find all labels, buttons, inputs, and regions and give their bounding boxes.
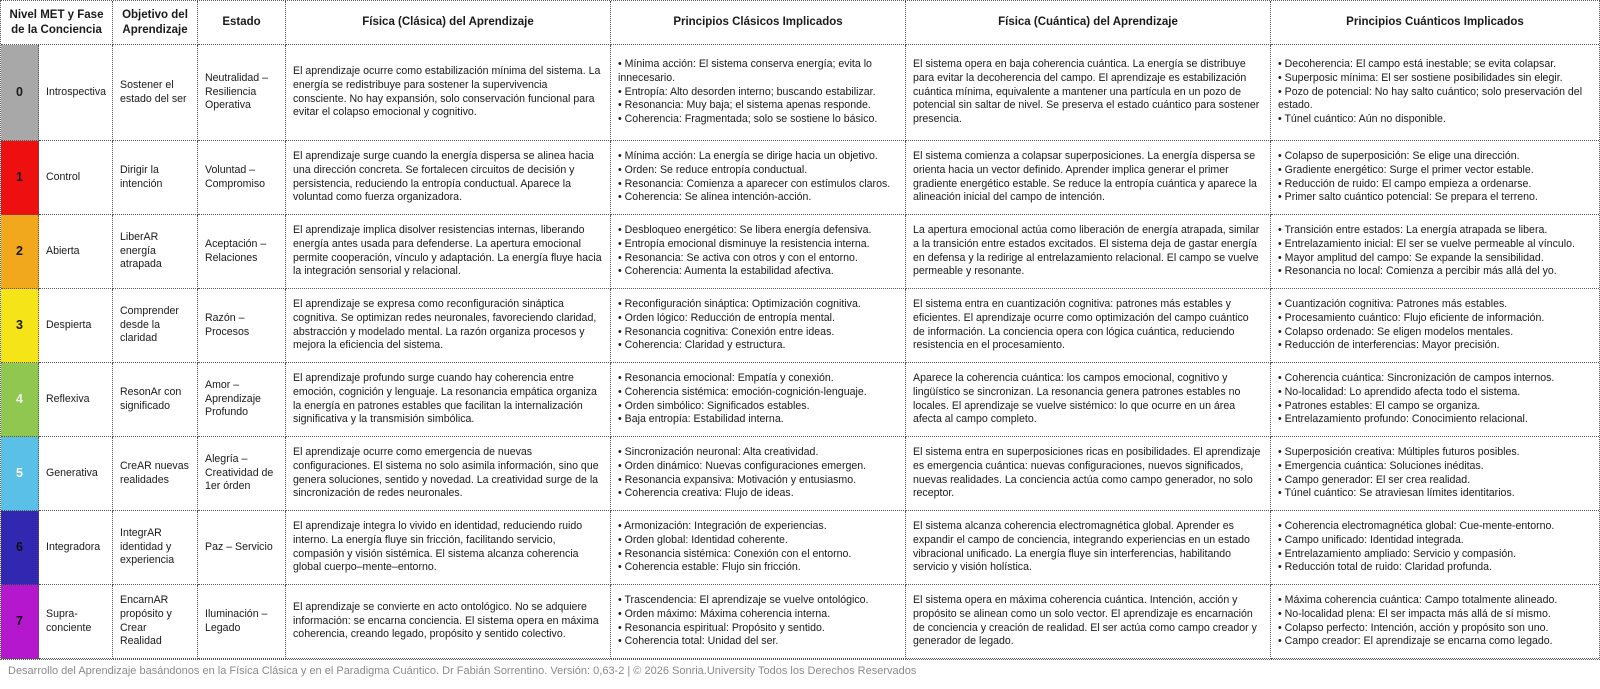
principle-bullet: • Coherencia sistémica: emoción-cognición-lenguaje.	[618, 385, 867, 398]
principle-bullet: • Resonancia: Se activa con otros y con el entorno.	[618, 251, 858, 264]
principle-bullet: • Decoherencia: El campo está inestable; se evita colapsar.	[1278, 57, 1557, 70]
principle-bullet: • Mínima acción: La energía se dirige hacia un objetivo.	[618, 149, 878, 162]
quantum-principles-cell	[1271, 215, 1599, 289]
phase-cell: Control	[39, 141, 113, 215]
state-cell: Iluminación – Legado	[198, 585, 286, 659]
principle-bullet: • Campo unificado: Identidad integrada.	[1278, 533, 1464, 546]
classical-principles-cell	[611, 511, 906, 585]
principle-bullet: • Resonancia: Comienza a aparecer con estímulos claros.	[618, 177, 891, 190]
footer-credit: Desarrollo del Aprendizaje basándonos en la Física Clásica y en el Paradigma Cuántico. Dr Fabián Sorrentino. Versión: 0,63-2 | © 2026 Sonria.University Todos los Derechos Reservados	[0, 660, 1600, 689]
principle-bullet: • Coherencia electromagnética global: Cue-mente-entorno.	[1278, 519, 1555, 532]
quantum-principles-cell	[1271, 141, 1599, 215]
principle-bullet: • Orden dinámico: Nuevas configuraciones emergen.	[618, 459, 867, 472]
objective-cell: ResonAr con significado	[113, 363, 198, 437]
principle-bullet: • Resonancia expansiva: Motivación y entusiasmo.	[618, 473, 857, 486]
objective-cell: Sostener el estado del ser	[113, 45, 198, 141]
quantum-principles-cell	[1271, 437, 1599, 511]
classical-physics-cell: El aprendizaje implica disolver resistencias internas, liberando energía antes usada para defenderse. La apertura emocional permite cooperación, vínculo y adaptación. La energía fluye hacia la integración sensorial y relacional.	[286, 215, 611, 289]
principle-bullet: • Coherencia: Aumenta la estabilidad afectiva.	[618, 265, 834, 278]
state-cell: Razón – Procesos	[198, 289, 286, 363]
table-row	[1, 289, 1599, 363]
classical-principles-cell	[611, 141, 906, 215]
objective-cell: Comprender desde la claridad	[113, 289, 198, 363]
phase-cell: Reflexiva	[39, 363, 113, 437]
level-badge: 4	[1, 363, 39, 437]
state-cell: Aceptación – Relaciones	[198, 215, 286, 289]
principle-bullet: • Armonización: Integración de experiencias.	[618, 519, 827, 532]
quantum-physics-cell: El sistema alcanza coherencia electromagnética global. Aprender es expandir el campo de conciencia, integrando experiencias en un estado vibracional unificado. La energía fluye sin interferencias, habilitando servicio y visión holística.	[906, 511, 1271, 585]
quantum-principles-cell	[1271, 585, 1599, 659]
quantum-physics-cell: El sistema entra en superposiciones ricas en posibilidades. El aprendizaje es emergencia cuántica: nuevas configuraciones, nuevos significados, nuevas realidades. La conciencia actúa como campo generador, no solo receptor.	[906, 437, 1271, 511]
principle-bullet: • Baja entropía: Estabilidad interna.	[618, 413, 784, 426]
classical-physics-cell: El aprendizaje integra lo vivido en identidad, reduciendo ruido interno. La energía fluye sin fricción, facilitando servicio, compasión y visión sistémica. El sistema alcanza coherencia global cuerpo–mente–entorno.	[286, 511, 611, 585]
quantum-physics-cell: El sistema opera en baja coherencia cuántica. La energía se distribuye para evitar la decoherencia del campo. El aprendizaje es estabilización cuántica mínima, equivalente a mantener una partícula en un pozo de potencial sin saltar de nivel. Se preserva el estado cuántico para sostener presencia.	[906, 45, 1271, 141]
principle-bullet: • Reducción total de ruido: Claridad profunda.	[1278, 561, 1492, 574]
header-objetivo: Objetivo del Aprendizaje	[113, 1, 198, 45]
header-estado: Estado	[198, 1, 286, 45]
phase-cell: Abierta	[39, 215, 113, 289]
classical-physics-cell: El aprendizaje ocurre como emergencia de nuevas configuraciones. El sistema no solo asimila información, sino que genera soluciones, sentido y novedad. La creatividad surge de la sincronización de redes neuronales.	[286, 437, 611, 511]
principle-bullet: • Orden simbólico: Significados estables.	[618, 399, 810, 412]
principle-bullet: • Gradiente energético: Surge el primer vector estable.	[1278, 163, 1534, 176]
principle-bullet: • No-localidad: Lo aprendido afecta todo el sistema.	[1278, 385, 1521, 398]
principle-bullet: • Resonancia sistémica: Conexión con el entorno.	[618, 547, 852, 560]
state-cell: Neutralidad – Resiliencia Operativa	[198, 45, 286, 141]
principle-bullet: • Coherencia: Se alinea intención-acción.	[618, 191, 812, 204]
table-body	[1, 45, 1599, 659]
objective-cell: EncarnAR propósito y Crear Realidad	[113, 585, 198, 659]
classical-principles-cell	[611, 437, 906, 511]
principle-bullet: • Procesamiento cuántico: Flujo eficiente de información.	[1278, 311, 1545, 324]
table-row	[1, 215, 1599, 289]
header-fisica-cuantica: Física (Cuántica) del Aprendizaje	[906, 1, 1271, 45]
quantum-principles-cell	[1271, 511, 1599, 585]
principle-bullet: • Primer salto cuántico potencial: Se prepara el terreno.	[1278, 191, 1538, 204]
principle-bullet: • Resonancia cognitiva: Conexión entre ideas.	[618, 325, 835, 338]
principle-bullet: • Reducción de interferencias: Mayor precisión.	[1278, 339, 1500, 352]
principle-bullet: • Resonancia emocional: Empatía y conexión.	[618, 371, 834, 384]
classical-physics-cell: El aprendizaje se expresa como reconfiguración sináptica cognitiva. Se optimizan redes neuronales, favoreciendo claridad, abstracción y modelado mental. La razón organiza procesos y mejora la eficiencia del sistema.	[286, 289, 611, 363]
principle-bullet: • Campo creador: El aprendizaje se encarna como legado.	[1278, 635, 1553, 648]
level-badge: 0	[1, 45, 39, 141]
phase-cell: Generativa	[39, 437, 113, 511]
classical-principles-cell	[611, 215, 906, 289]
principle-bullet: • Coherencia estable: Flujo sin fricción.	[618, 561, 801, 574]
quantum-physics-cell: El sistema opera en máxima coherencia cuántica. Intención, acción y propósito se alinean como un solo vector. El aprendizaje es encarnación de conciencia y creación de realidad. El ser actúa como campo creador y generador de legado.	[906, 585, 1271, 659]
quantum-principles-cell	[1271, 289, 1599, 363]
principle-bullet: • Pozo de potencial: No hay salto cuántico; solo preservación del estado.	[1278, 85, 1583, 112]
objective-cell: Dirigir la intención	[113, 141, 198, 215]
level-badge: 7	[1, 585, 39, 659]
classical-principles-cell	[611, 585, 906, 659]
level-badge: 6	[1, 511, 39, 585]
principle-bullet: • Sincronización neuronal: Alta creatividad.	[618, 445, 819, 458]
objective-cell: IntegrAR identidad y experiencia	[113, 511, 198, 585]
principle-bullet: • Colapso perfecto: Intención, acción y propósito son uno.	[1278, 621, 1549, 634]
classical-principles-cell	[611, 45, 906, 141]
principle-bullet: • Orden máximo: Máxima coherencia interna.	[618, 607, 831, 620]
principle-bullet: • Patrones estables: El campo se organiza.	[1278, 399, 1481, 412]
quantum-physics-cell: El sistema entra en cuantización cognitiva: patrones más estables y eficientes. El aprendizaje ocurre como optimización del campo cuántico de información. La conciencia opera con lógica cuántica, reduciendo resistencia en el procesamiento.	[906, 289, 1271, 363]
classical-physics-cell: El aprendizaje profundo surge cuando hay coherencia entre emoción, cognición y lenguaje. La resonancia empática organiza la energía en patrones estables que facilitan la internalización significativa y la transmisión simbólica.	[286, 363, 611, 437]
principle-bullet: • Resonancia espiritual: Propósito y sentido.	[618, 621, 825, 634]
principle-bullet: • Entropía: Alto desorden interno; buscando estabilizar.	[618, 85, 876, 98]
principle-bullet: • Reducción de ruido: El campo empieza a ordenarse.	[1278, 177, 1532, 190]
principle-bullet: • Desbloqueo energético: Se libera energía defensiva.	[618, 223, 872, 236]
classical-physics-cell: El aprendizaje surge cuando la energía dispersa se alinea hacia una dirección concreta. Se fortalecen circuitos de decisión y persistencia, reduciendo la entropía conductual. Aparece la voluntad como fuerza organizadora.	[286, 141, 611, 215]
phase-cell: Introspectiva	[39, 45, 113, 141]
principle-bullet: • Campo generador: El ser crea realidad.	[1278, 473, 1471, 486]
header-fisica-clasica: Física (Clásica) del Aprendizaje	[286, 1, 611, 45]
objective-cell: LiberAR energía atrapada	[113, 215, 198, 289]
table-row	[1, 141, 1599, 215]
state-cell: Amor – Aprendizaje Profundo	[198, 363, 286, 437]
principle-bullet: • Entrelazamiento ampliado: Servicio y compasión.	[1278, 547, 1517, 560]
principle-bullet: • Coherencia creativa: Flujo de ideas.	[618, 487, 794, 500]
principle-bullet: • Colapso de superposición: Se elige una dirección.	[1278, 149, 1520, 162]
phase-cell: Integradora	[39, 511, 113, 585]
classical-principles-cell	[611, 289, 906, 363]
principle-bullet: • Superposición creativa: Múltiples futuros posibles.	[1278, 445, 1520, 458]
principle-bullet: • Superposic mínima: El ser sostiene posibilidades sin elegir.	[1278, 71, 1563, 84]
level-badge: 2	[1, 215, 39, 289]
principle-bullet: • Reconfiguración sináptica: Optimización cognitiva.	[618, 297, 861, 310]
principle-bullet: • No-localidad plena: El ser impacta más allá de sí mismo.	[1278, 607, 1551, 620]
principle-bullet: • Túnel cuántico: Aún no disponible.	[1278, 113, 1446, 126]
principle-bullet: • Túnel cuántico: Se atraviesan límites identitarios.	[1278, 487, 1515, 500]
principle-bullet: • Entrelazamiento profundo: Conocimiento relacional.	[1278, 413, 1528, 426]
level-badge: 3	[1, 289, 39, 363]
quantum-physics-cell: El sistema comienza a colapsar superposiciones. La energía dispersa se orienta hacia un vector definido. Aprender implica generar el primer gradiente energético estable. Se reduce la entropía cuántica y aparece la alineación inicial del campo de intención.	[906, 141, 1271, 215]
level-badge: 1	[1, 141, 39, 215]
principle-bullet: • Orden lógico: Reducción de entropía mental.	[618, 311, 835, 324]
state-cell: Voluntad – Compromiso	[198, 141, 286, 215]
classical-principles-cell	[611, 363, 906, 437]
level-badge: 5	[1, 437, 39, 511]
principle-bullet: • Mínima acción: El sistema conserva energía; evita lo innecesario.	[618, 57, 872, 84]
principle-bullet: • Resonancia no local: Comienza a percibir más allá del yo.	[1278, 265, 1557, 278]
principle-bullet: • Orden global: Identidad coherente.	[618, 533, 788, 546]
table-row	[1, 585, 1599, 659]
principle-bullet: • Cuantización cognitiva: Patrones más estables.	[1278, 297, 1508, 310]
state-cell: Paz – Servicio	[198, 511, 286, 585]
state-cell: Alegría – Creatividad de 1er órden	[198, 437, 286, 511]
table-row	[1, 363, 1599, 437]
quantum-physics-cell: Aparece la coherencia cuántica: los campos emocional, cognitivo y lingüístico se sincronizan. La resonancia genera patrones estables no locales. El aprendizaje se vuelve sistémico: lo que ocurre en un área afecta al campo completo.	[906, 363, 1271, 437]
principle-bullet: • Transición entre estados: La energía atrapada se libera.	[1278, 223, 1548, 236]
phase-cell: Despierta	[39, 289, 113, 363]
principle-bullet: • Coherencia total: Unidad del ser.	[618, 635, 779, 648]
table-header-row	[1, 1, 1599, 45]
principle-bullet: • Colapso ordenado: Se eligen modelos mentales.	[1278, 325, 1514, 338]
principle-bullet: • Coherencia: Fragmentada; solo se sostiene lo básico.	[618, 113, 878, 126]
principle-bullet: • Máxima coherencia cuántica: Campo totalmente alineado.	[1278, 593, 1558, 606]
principle-bullet: • Coherencia cuántica: Sincronización de campos internos.	[1278, 371, 1555, 384]
principle-bullet: • Mayor amplitud del campo: Se expande la sensibilidad.	[1278, 251, 1544, 264]
principle-bullet: • Emergencia cuántica: Soluciones inéditas.	[1278, 459, 1484, 472]
principle-bullet: • Entropía emocional disminuye la resistencia interna.	[618, 237, 870, 250]
quantum-principles-cell	[1271, 363, 1599, 437]
principle-bullet: • Trascendencia: El aprendizaje se vuelve ontológico.	[618, 593, 869, 606]
principle-bullet: • Resonancia: Muy baja; el sistema apenas responde.	[618, 99, 871, 112]
classical-physics-cell: El aprendizaje ocurre como estabilización mínima del sistema. La energía se redistribuye para sostener la supervivencia consciente. No hay expansión, solo conservación funcional para evitar el colapso emocional y cognitivo.	[286, 45, 611, 141]
header-nivel-met: Nivel MET y Fase de la Conciencia	[1, 1, 113, 45]
table-row	[1, 511, 1599, 585]
header-principios-cuanticos: Principios Cuánticos Implicados	[1271, 1, 1599, 45]
objective-cell: CreAR nuevas realidades	[113, 437, 198, 511]
quantum-physics-cell: La apertura emocional actúa como liberación de energía atrapada, similar a la transición entre estados excitados. El sistema deja de gastar energía en defensa y la redirige al entrelazamiento relacional. El campo se vuelve permeable y resonante.	[906, 215, 1271, 289]
principle-bullet: • Entrelazamiento inicial: El ser se vuelve permeable al vínculo.	[1278, 237, 1575, 250]
principle-bullet: • Coherencia: Claridad y estructura.	[618, 339, 786, 352]
table-row	[1, 45, 1599, 141]
quantum-principles-cell	[1271, 45, 1599, 141]
header-principios-clasicos: Principios Clásicos Implicados	[611, 1, 906, 45]
principle-bullet: • Orden: Se reduce entropía conductual.	[618, 163, 808, 176]
classical-physics-cell: El aprendizaje se convierte en acto ontológico. No se adquiere información: se encarna conciencia. El sistema opera en máxima coherencia, creando legado, propósito y sentido colectivo.	[286, 585, 611, 659]
table-row	[1, 437, 1599, 511]
phase-cell: Supra-conciente	[39, 585, 113, 659]
